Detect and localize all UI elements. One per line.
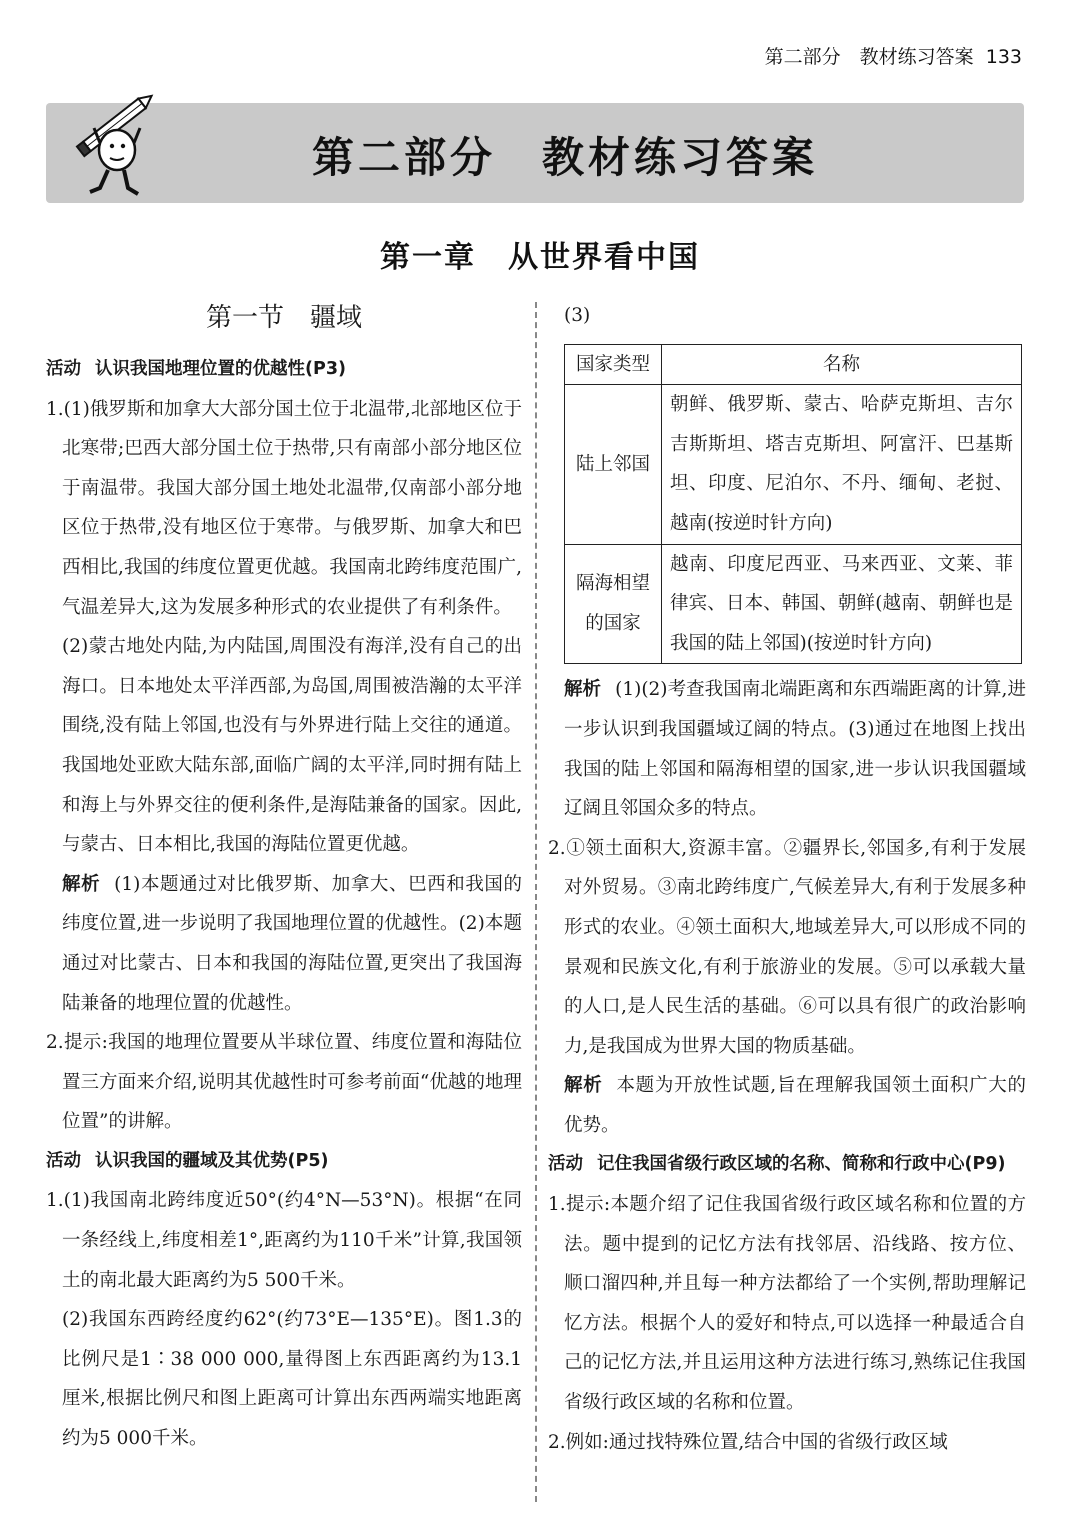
answer-paragraph: 1.提示:本题介绍了记住我国省级行政区域名称和位置的方法。题中提到的记忆方法有找邻居、沿线路、按方位、顺口溜四种,并且每一种方法都给了一个实例,帮助理解记忆方法。根据个人的爱好和特点,可以选择一种最适合自己的记忆方法,并且运用这种方法进行练习,熟练记住我国省级行政区域的名称和位置。 — [548, 1194, 1026, 1414]
table-header-cell: 名称 — [662, 344, 1022, 385]
activity-tag: 活动 — [548, 1154, 583, 1175]
activity-title: 认识我国的疆域及其优势(P5) — [95, 1150, 329, 1171]
answer-paragraph: 1.(1)我国南北跨纬度近50°(约4°N—53°N)。根据“在同一条经线上,纬度相差1°,距离约为110千米”计算,我国领土的南北最大距离约为5 500千米。 — [46, 1190, 522, 1291]
analysis-text: (1)(2)考查我国南北端距离和东西端距离的计算,进一步认识到我国疆域辽阔的特点。(3)通过在地图上找出我国的陆上邻国和隔海相望的国家,进一步认识我国疆域辽阔且邻国众多的特点。 — [564, 679, 1026, 820]
activity-title: 认识我国地理位置的优越性(P3) — [95, 359, 346, 379]
running-header — [765, 42, 1022, 69]
left-column — [46, 296, 522, 1459]
activity-heading — [46, 1142, 522, 1182]
pencil-mascot-icon — [72, 88, 162, 200]
analysis-text: (1)本题通过对比俄罗斯、加拿大、巴西和我国的纬度位置,进一步说明了我国地理位置的优越性。(2)本题通过对比蒙古、日本和我国的海陆位置,更突出了我国海陆兼备的地理位置的优越性。 — [62, 873, 522, 1014]
analysis-tag: 解析 — [62, 873, 101, 895]
table-cell-type: 陆上邻国 — [565, 385, 662, 544]
neighbor-countries-table — [564, 344, 1022, 665]
activity-tag: 活动 — [46, 1150, 81, 1171]
activity-tag: 活动 — [46, 359, 81, 379]
activity-heading — [46, 350, 522, 390]
answer-paragraph: 2.例如:通过找特殊位置,结合中国的省级行政区域 — [548, 1431, 948, 1453]
table-header-cell: 国家类型 — [565, 344, 662, 385]
running-title: 第二部分 教材练习答案 — [764, 46, 974, 68]
answer-paragraph: 2.①领土面积大,资源丰富。②疆界长,邻国多,有利于发展对外贸易。③南北跨纬度广,气候差异大,有利于发展多种形式的农业。④领土面积大,地域差异大,可以形成不同的景观和民族文化,有利于旅游业的发展。⑤可以承载大量的人口,是人民生活的基础。⑥可以具有很广的政治影响力,是我国成为世界大国的物质基础。 — [548, 837, 1026, 1057]
right-column — [548, 296, 1026, 1462]
analysis-paragraph — [548, 670, 1026, 828]
chapter-title: 第一章 从世界看中国 — [380, 240, 700, 275]
table-header-row — [565, 344, 1022, 385]
table-cell-names: 朝鲜、俄罗斯、蒙古、哈萨克斯坦、吉尔吉斯斯坦、塔吉克斯坦、阿富汗、巴基斯坦、印度、尼泊尔、不丹、缅甸、老挝、越南(按逆时针方向) — [662, 385, 1022, 544]
section-title: 第一节 疆域 — [205, 303, 362, 333]
answer-paragraph: (2)蒙古地处内陆,为内陆国,周围没有海洋,没有自己的出海口。日本地处太平洋西部,为岛国,周围被浩瀚的太平洋围绕,没有陆上邻国,也没有与外界进行陆上交往的通道。我国地处亚欧大陆东部,面临广阔的太平洋,同时拥有陆上和海上与外界交往的便利条件,是海陆兼备的国家。因此,与蒙古、日本相比,我国的海陆位置更优越。 — [62, 636, 522, 856]
part-title: 第二部分 教材练习答案 — [311, 133, 818, 182]
table-row — [565, 385, 1022, 544]
answer-paragraph: 2.提示:我国的地理位置要从半球位置、纬度位置和海陆位置三方面来介绍,说明其优越性时可参考前面“优越的地理位置”的讲解。 — [46, 1032, 522, 1133]
activity-heading — [548, 1145, 1026, 1185]
activity-title: 记住我国省级行政区域的名称、简称和行政中心(P9) — [597, 1154, 1006, 1175]
answer-paragraph: 1.(1)俄罗斯和加拿大大部分国土位于北温带,北部地区位于北寒带;巴西大部分国土位于热带,只有南部小部分地区位于南温带。我国大部分国土地处北温带,仅南部小部分地区位于热带,没有地区位于寒带。与俄罗斯、加拿大和巴西相比,我国的纬度位置更优越。我国南北跨纬度范围广,气温差异大,这为发展多种形式的农业提供了有利条件。 — [46, 398, 522, 618]
analysis-paragraph — [46, 865, 522, 1023]
question-label: (3) — [564, 305, 591, 326]
analysis-text: 本题为开放性试题,旨在理解我国领土面积广大的优势。 — [564, 1075, 1026, 1136]
answer-paragraph: (2)我国东西跨经度约62°(约73°E—135°E)。图1.3的比例尺是1∶38 000 000,量得图上东西距离约为13.1厘米,根据比例尺和图上距离可计算出东西两端实地距离约为5 000千米。 — [62, 1309, 522, 1450]
table-cell-type: 隔海相望的国家 — [565, 544, 662, 664]
column-divider — [535, 302, 537, 1502]
table-row — [565, 544, 1022, 664]
analysis-tag: 解析 — [564, 679, 602, 701]
part-banner — [46, 103, 1024, 203]
page-number: 133 — [985, 46, 1022, 68]
analysis-paragraph — [548, 1066, 1026, 1145]
table-cell-names: 越南、印度尼西亚、马来西亚、文莱、菲律宾、日本、韩国、朝鲜(越南、朝鲜也是我国的陆上邻国)(按逆时针方向) — [662, 544, 1022, 664]
analysis-tag: 解析 — [564, 1075, 603, 1097]
